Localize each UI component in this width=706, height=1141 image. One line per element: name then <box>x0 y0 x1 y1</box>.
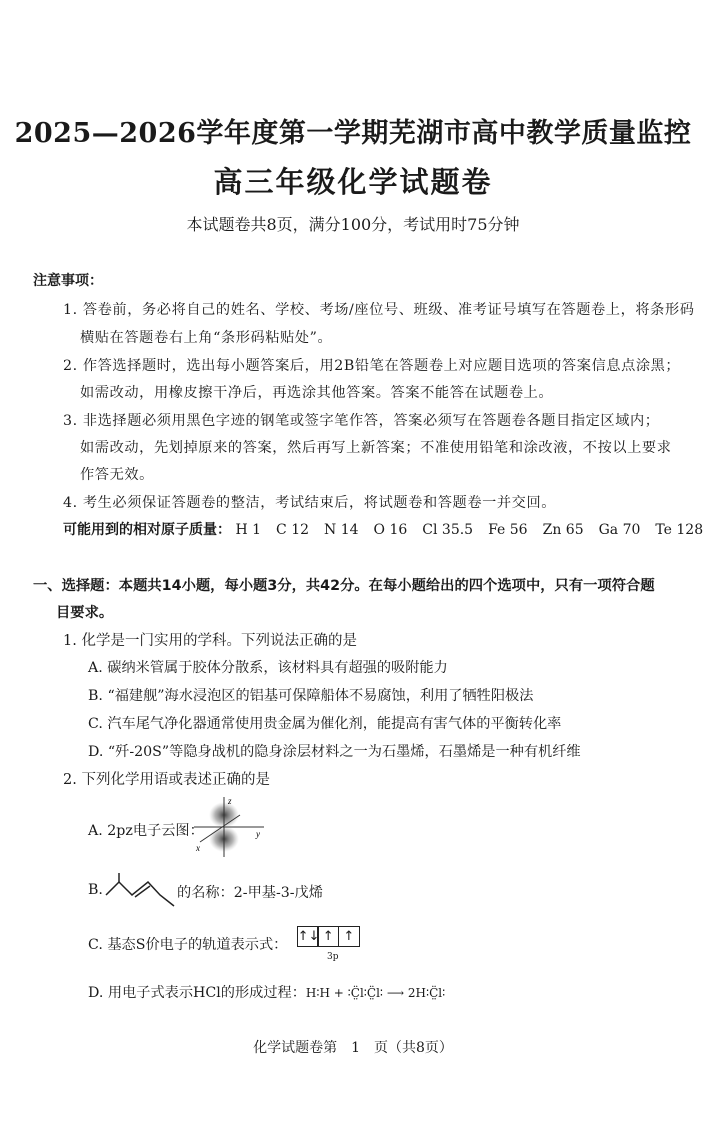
notice-line: 2. 作答选择题时，选出每小题答案后，用2B铅笔在答题卷上对应题目选项的答案信息点涂黑； <box>63 358 681 374</box>
skeletal-structure-diagram <box>102 872 178 912</box>
x-label: x <box>196 843 200 853</box>
atomic-mass: Zn 65 <box>542 522 584 538</box>
q1-option-b: B. “福建舰”海水浸泡区的铝基可保障船体不易腐蚀，利用了牺牲阳极法 <box>88 688 534 704</box>
notice-line: 横贴在答题卷右上角“条形码粘贴处”。 <box>80 330 333 346</box>
q2-option-d <box>88 982 445 1002</box>
z-label: z <box>228 796 232 806</box>
atomic-masses <box>63 519 703 539</box>
q1-option-a: A. 碳纳米管属于胶体分散系，该材料具有超强的吸附能力 <box>88 660 448 676</box>
notice-line: 作答无效。 <box>80 467 154 483</box>
section-heading: 一、选择题：本题共14小题，每小题3分，共42分。在每小题给出的四个选项中，只有一项符合题 <box>33 578 655 594</box>
q2-option-b-text: 的名称：2-甲基-3-戊烯 <box>177 885 323 901</box>
atomic-mass: O 16 <box>373 522 408 538</box>
notice-line: 如需改动，用橡皮擦干净后，再选涂其他答案。答案不能答在试题卷上。 <box>80 385 554 401</box>
atomic-mass: N 14 <box>324 522 359 538</box>
notice-line: 3. 非选择题必须用黑色字迹的钢笔或签字笔作答，答案必须写在答题卷各题目指定区域内； <box>63 413 660 429</box>
atomic-mass: H 1 <box>235 522 262 538</box>
q2-option-d-text: D. 用电子式表示HCl的形成过程： <box>88 985 306 1001</box>
question-2-stem: 2. 下列化学用语或表述正确的是 <box>63 772 270 788</box>
orbital-label: 3p <box>327 952 339 962</box>
exam-title-line1: 2025—2026学年度第一学期芜湖市高中教学质量监控 <box>14 118 692 149</box>
atomic-mass: Ga 70 <box>598 522 641 538</box>
atomic-mass: Cl 35.5 <box>422 522 474 538</box>
section-heading-cont: 目要求。 <box>56 605 114 621</box>
notice-line: 如需改动，先划掉原来的答案，然后再写上新答案；不准使用铅笔和涂改液，不按以上要求 <box>80 440 672 456</box>
orbital-box: ↑ <box>338 926 360 947</box>
atomic-mass: Te 128 <box>655 522 704 538</box>
q2-option-b-letter: B. <box>88 882 103 898</box>
notice-heading: 注意事项： <box>33 273 103 289</box>
atomic-mass: Fe 56 <box>488 522 528 538</box>
notice-line: 4. 考生必须保证答题卷的整洁，考试结束后，将试题卷和答题卷一并交回。 <box>63 495 557 511</box>
atomic-mass: C 12 <box>276 522 310 538</box>
atomic-masses-label: 可能用到的相对原子质量： <box>63 522 231 538</box>
q1-option-c: C. 汽车尾气净化器通常使用贵金属为催化剂，能提高有害气体的平衡转化率 <box>88 716 562 732</box>
hcl-formation-equation: H∶H + ∶C̤̈l∶C̤̈l∶ ⟶ 2H∶C̤̈l∶ <box>305 986 446 1000</box>
orbital-box: ↑↓ <box>297 926 319 947</box>
y-label: y <box>256 829 260 839</box>
orbital-box: ↑ <box>317 926 339 947</box>
q2-option-a: A. 2pz电子云图： <box>88 823 204 839</box>
electron-cloud-diagram <box>190 795 270 859</box>
question-1-stem: 1. 化学是一门实用的学科。下列说法正确的是 <box>63 633 357 649</box>
q2-option-c: C. 基态S价电子的轨道表示式： <box>88 937 288 953</box>
orbital-diagram <box>298 925 360 947</box>
exam-title-line2: 高三年级化学试题卷 <box>213 165 493 199</box>
page-footer: 化学试题卷第 1 页（共8页） <box>253 1040 453 1056</box>
exam-subtitle: 本试题卷共8页，满分100分，考试用时75分钟 <box>186 215 520 234</box>
q1-option-d: D. “歼-20S”等隐身战机的隐身涂层材料之一为石墨烯，石墨烯是一种有机纤维 <box>88 744 581 760</box>
notice-line: 1. 答卷前，务必将自己的姓名、学校、考场/座位号、班级、准考证号填写在答题卷上，将条形码 <box>63 302 695 318</box>
